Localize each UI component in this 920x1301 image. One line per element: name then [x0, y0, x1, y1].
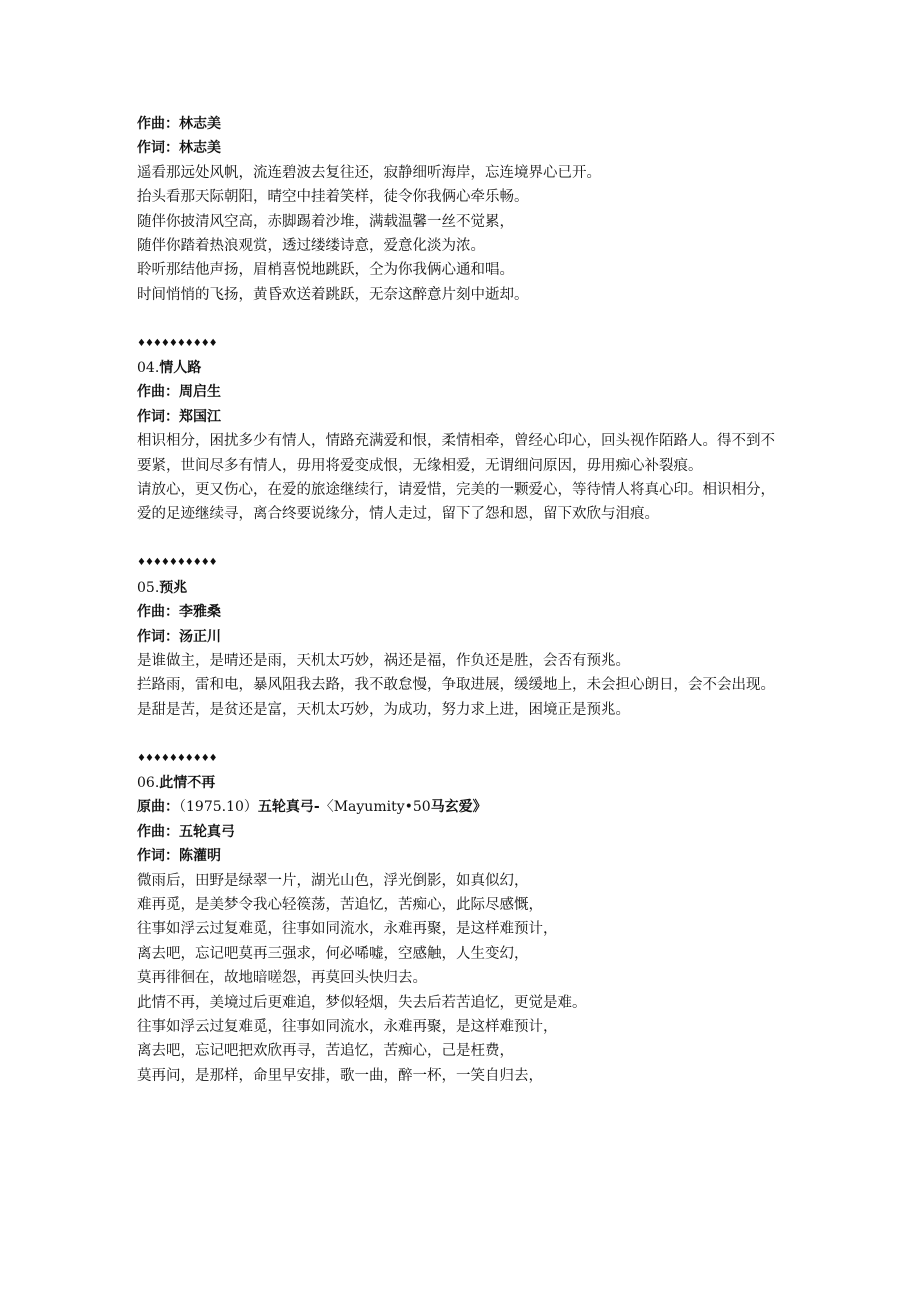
lyric-line: 抬头看那天际朝阳，晴空中挂着笑样，徒令你我俩心牵乐畅。 [137, 189, 529, 206]
original-album: 〈Mayumity•50 [319, 799, 431, 816]
song-title [137, 771, 777, 795]
lyric-line: 时间悄悄的飞扬，黄昏欢送着跳跃，无奈这醉意片刻中逝却。 [137, 286, 529, 303]
composer-credit: 作曲：李雅桑 [137, 604, 221, 621]
lyric-line: 微雨后，田野是绿翠一片，湖光山色，浮光倒影，如真似幻， [137, 872, 529, 889]
lyricist-credit: 作词：汤正川 [137, 628, 221, 645]
song-title-text: 预兆 [159, 579, 188, 596]
composer-credit: 作曲：五轮真弓 [137, 823, 235, 840]
song-number: 06. [137, 774, 160, 791]
song-title [137, 576, 777, 600]
section-divider: ♦♦♦♦♦♦♦♦♦♦ [137, 337, 217, 349]
lyricist-credit: 作词：林志美 [137, 140, 221, 157]
song-title [137, 356, 777, 380]
lyric-paragraph: 拦路雨，雷和电，暴风阻我去路，我不敢怠慢，争取进展，缓缓地上，未会担心朗日，会不会出现。 [137, 677, 775, 694]
section-divider: ♦♦♦♦♦♦♦♦♦♦ [137, 752, 217, 764]
original-artist: 五轮真弓- [257, 799, 320, 816]
lyric-line: 聆听那结他声扬，眉梢喜悦地跳跃，仝为你我俩心通和唱。 [137, 262, 514, 279]
song-number: 05. [137, 579, 160, 596]
song-title-text: 此情不再 [159, 774, 216, 791]
lyric-line: 随伴你披清风空高，赤脚踢着沙堆，满载温馨一丝不觉累， [137, 213, 514, 230]
song-05-section [137, 576, 777, 722]
lyric-line: 往事如浮云过复难觅，往事如同流水，永难再聚，是这样难预计， [137, 1018, 558, 1035]
original-album-cn: 马玄爱》 [430, 799, 487, 816]
section-divider: ♦♦♦♦♦♦♦♦♦♦ [137, 557, 217, 569]
lyric-paragraph: 是甜是苦，是贫还是富，天机太巧妙，为成功，努力求上进，困境正是预兆。 [137, 701, 630, 718]
song-04-section [137, 356, 777, 527]
original-date: （1975.10） [179, 799, 258, 816]
song-title-text: 情人路 [159, 360, 202, 377]
lyric-line: 莫再问，是那样，命里早安排，歌一曲，醉一杯，一笑自归去， [137, 1067, 543, 1084]
song-number: 04. [137, 360, 160, 377]
lyric-line: 往事如浮云过复难觅，往事如同流水，永难再聚，是这样难预计， [137, 921, 558, 938]
lyric-paragraph: 是谁做主，是晴还是雨，天机太巧妙，祸还是福，作负还是胜，会否有预兆。 [137, 652, 630, 669]
lyric-line: 莫再徘徊在，故地暗嗟怨，再莫回头快归去。 [137, 970, 427, 987]
song-06-section [137, 771, 777, 1088]
lyric-line: 随伴你踏着热浪观赏，透过缕缕诗意，爱意化淡为浓。 [137, 238, 485, 255]
lyricist-credit: 作词：郑国江 [137, 408, 221, 425]
lyric-line: 此情不再，美境过后更难追，梦似轻烟，失去后若苦追忆，更觉是难。 [137, 994, 587, 1011]
document-page [137, 112, 777, 1088]
lyricist-credit: 作词：陈灌明 [137, 848, 221, 865]
lyric-paragraph: 相识相分，困扰多少有情人，情路充满爱和恨，柔情相牵，曾经心印心，回头视作陌路人。得不到不要紧，世间尽多有情人，毋用将爱变成恨，无缘相爱，无谓细问原因，毋用痴心补裂痕。 [137, 433, 775, 474]
original-song-credit [137, 795, 777, 819]
lyric-paragraph: 请放心，更又伤心，在爱的旅途继续行，请爱惜，完美的一颗爱心，等待情人将真心印。相识相分，爱的足迹继续寻，离合终要说缘分，情人走过，留下了怨和恩，留下欢欣与泪痕。 [137, 482, 775, 523]
composer-credit: 作曲：林志美 [137, 116, 221, 132]
lyric-line: 离去吧，忘记吧莫再三强求，何必唏嘘，空感触，人生变幻， [137, 945, 529, 962]
composer-credit: 作曲：周启生 [137, 384, 221, 401]
lyric-line: 离去吧，忘记吧把欢欣再寻，苦追忆，苦痴心，己是枉费， [137, 1043, 514, 1060]
song-03-section [137, 112, 777, 307]
lyric-line: 遥看那远处风帆，流连碧波去复往还，寂静细听海岸，忘连境界心已开。 [137, 164, 601, 181]
lyric-line: 难再觅，是美梦令我心轻篌荡，苦追忆，苦痴心，此际尽感慨， [137, 896, 543, 913]
original-prefix: 原曲： [137, 799, 179, 816]
